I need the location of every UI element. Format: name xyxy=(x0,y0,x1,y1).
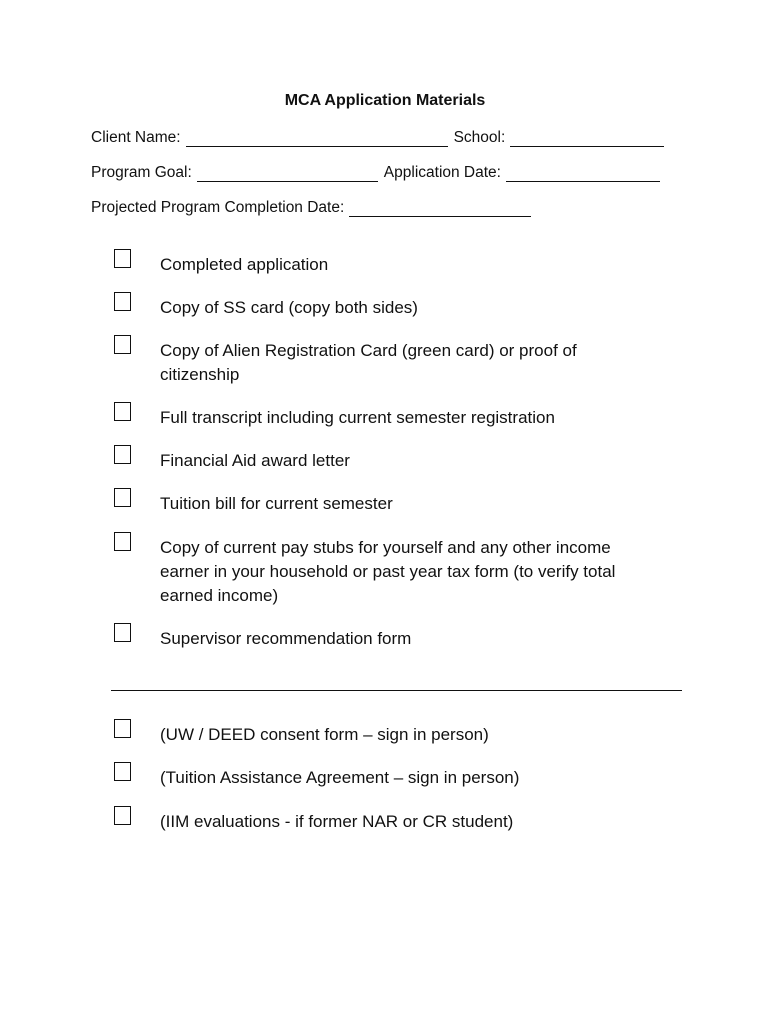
program-goal-field[interactable] xyxy=(197,167,378,182)
completion-date-label: Projected Program Completion Date: xyxy=(91,199,345,216)
checklist-item xyxy=(114,536,674,608)
completion-date-row xyxy=(91,199,531,217)
school-label: School: xyxy=(453,129,506,146)
school-field[interactable] xyxy=(510,132,664,147)
program-goal-label: Program Goal: xyxy=(91,164,192,181)
checklist-item-label: Copy of Alien Registration Card (green card) or proof of citizenship xyxy=(160,341,577,384)
in-person-item-label: (IIM evaluations - if former NAR or CR student) xyxy=(160,812,514,831)
checkbox[interactable] xyxy=(114,532,131,551)
checklist-item-label: Copy of current pay stubs for yourself and any other income earner in your household or past year tax form (to verify total earned income) xyxy=(160,538,616,605)
checkbox[interactable] xyxy=(114,402,131,421)
checklist-item xyxy=(114,492,674,516)
client-school-row xyxy=(91,129,664,147)
checkbox[interactable] xyxy=(114,292,131,311)
client-name-field[interactable] xyxy=(186,132,448,147)
goal-date-row xyxy=(91,164,660,182)
in-person-item xyxy=(114,810,674,834)
checklist-item xyxy=(114,339,674,387)
checklist-item xyxy=(114,253,674,277)
checklist-item xyxy=(114,627,674,651)
completion-date-field[interactable] xyxy=(349,202,531,217)
in-person-item-label: (Tuition Assistance Agreement – sign in person) xyxy=(160,768,520,787)
checklist-item-label: Supervisor recommendation form xyxy=(160,629,412,648)
application-date-label: Application Date: xyxy=(383,164,501,181)
checkbox[interactable] xyxy=(114,623,131,642)
checklist-item-label: Tuition bill for current semester xyxy=(160,494,393,513)
checkbox[interactable] xyxy=(114,762,131,781)
checkbox[interactable] xyxy=(114,249,131,268)
checklist-item-label: Financial Aid award letter xyxy=(160,451,350,470)
checklist-item xyxy=(114,406,674,430)
in-person-item xyxy=(114,766,674,790)
form-title: MCA Application Materials xyxy=(284,92,486,109)
checkbox[interactable] xyxy=(114,719,131,738)
client-name-label: Client Name: xyxy=(91,129,181,146)
checklist-item-label: Full transcript including current semester registration xyxy=(160,408,555,427)
section-divider xyxy=(111,690,682,691)
checklist-item-label: Copy of SS card (copy both sides) xyxy=(160,298,418,317)
checklist-item xyxy=(114,449,674,473)
in-person-item xyxy=(114,723,674,747)
checkbox[interactable] xyxy=(114,806,131,825)
checkbox[interactable] xyxy=(114,445,131,464)
checkbox[interactable] xyxy=(114,488,131,507)
checklist-item-label: Completed application xyxy=(160,255,329,274)
application-date-field[interactable] xyxy=(506,167,660,182)
checkbox[interactable] xyxy=(114,335,131,354)
in-person-item-label: (UW / DEED consent form – sign in person) xyxy=(160,725,489,744)
checklist-item xyxy=(114,296,674,320)
